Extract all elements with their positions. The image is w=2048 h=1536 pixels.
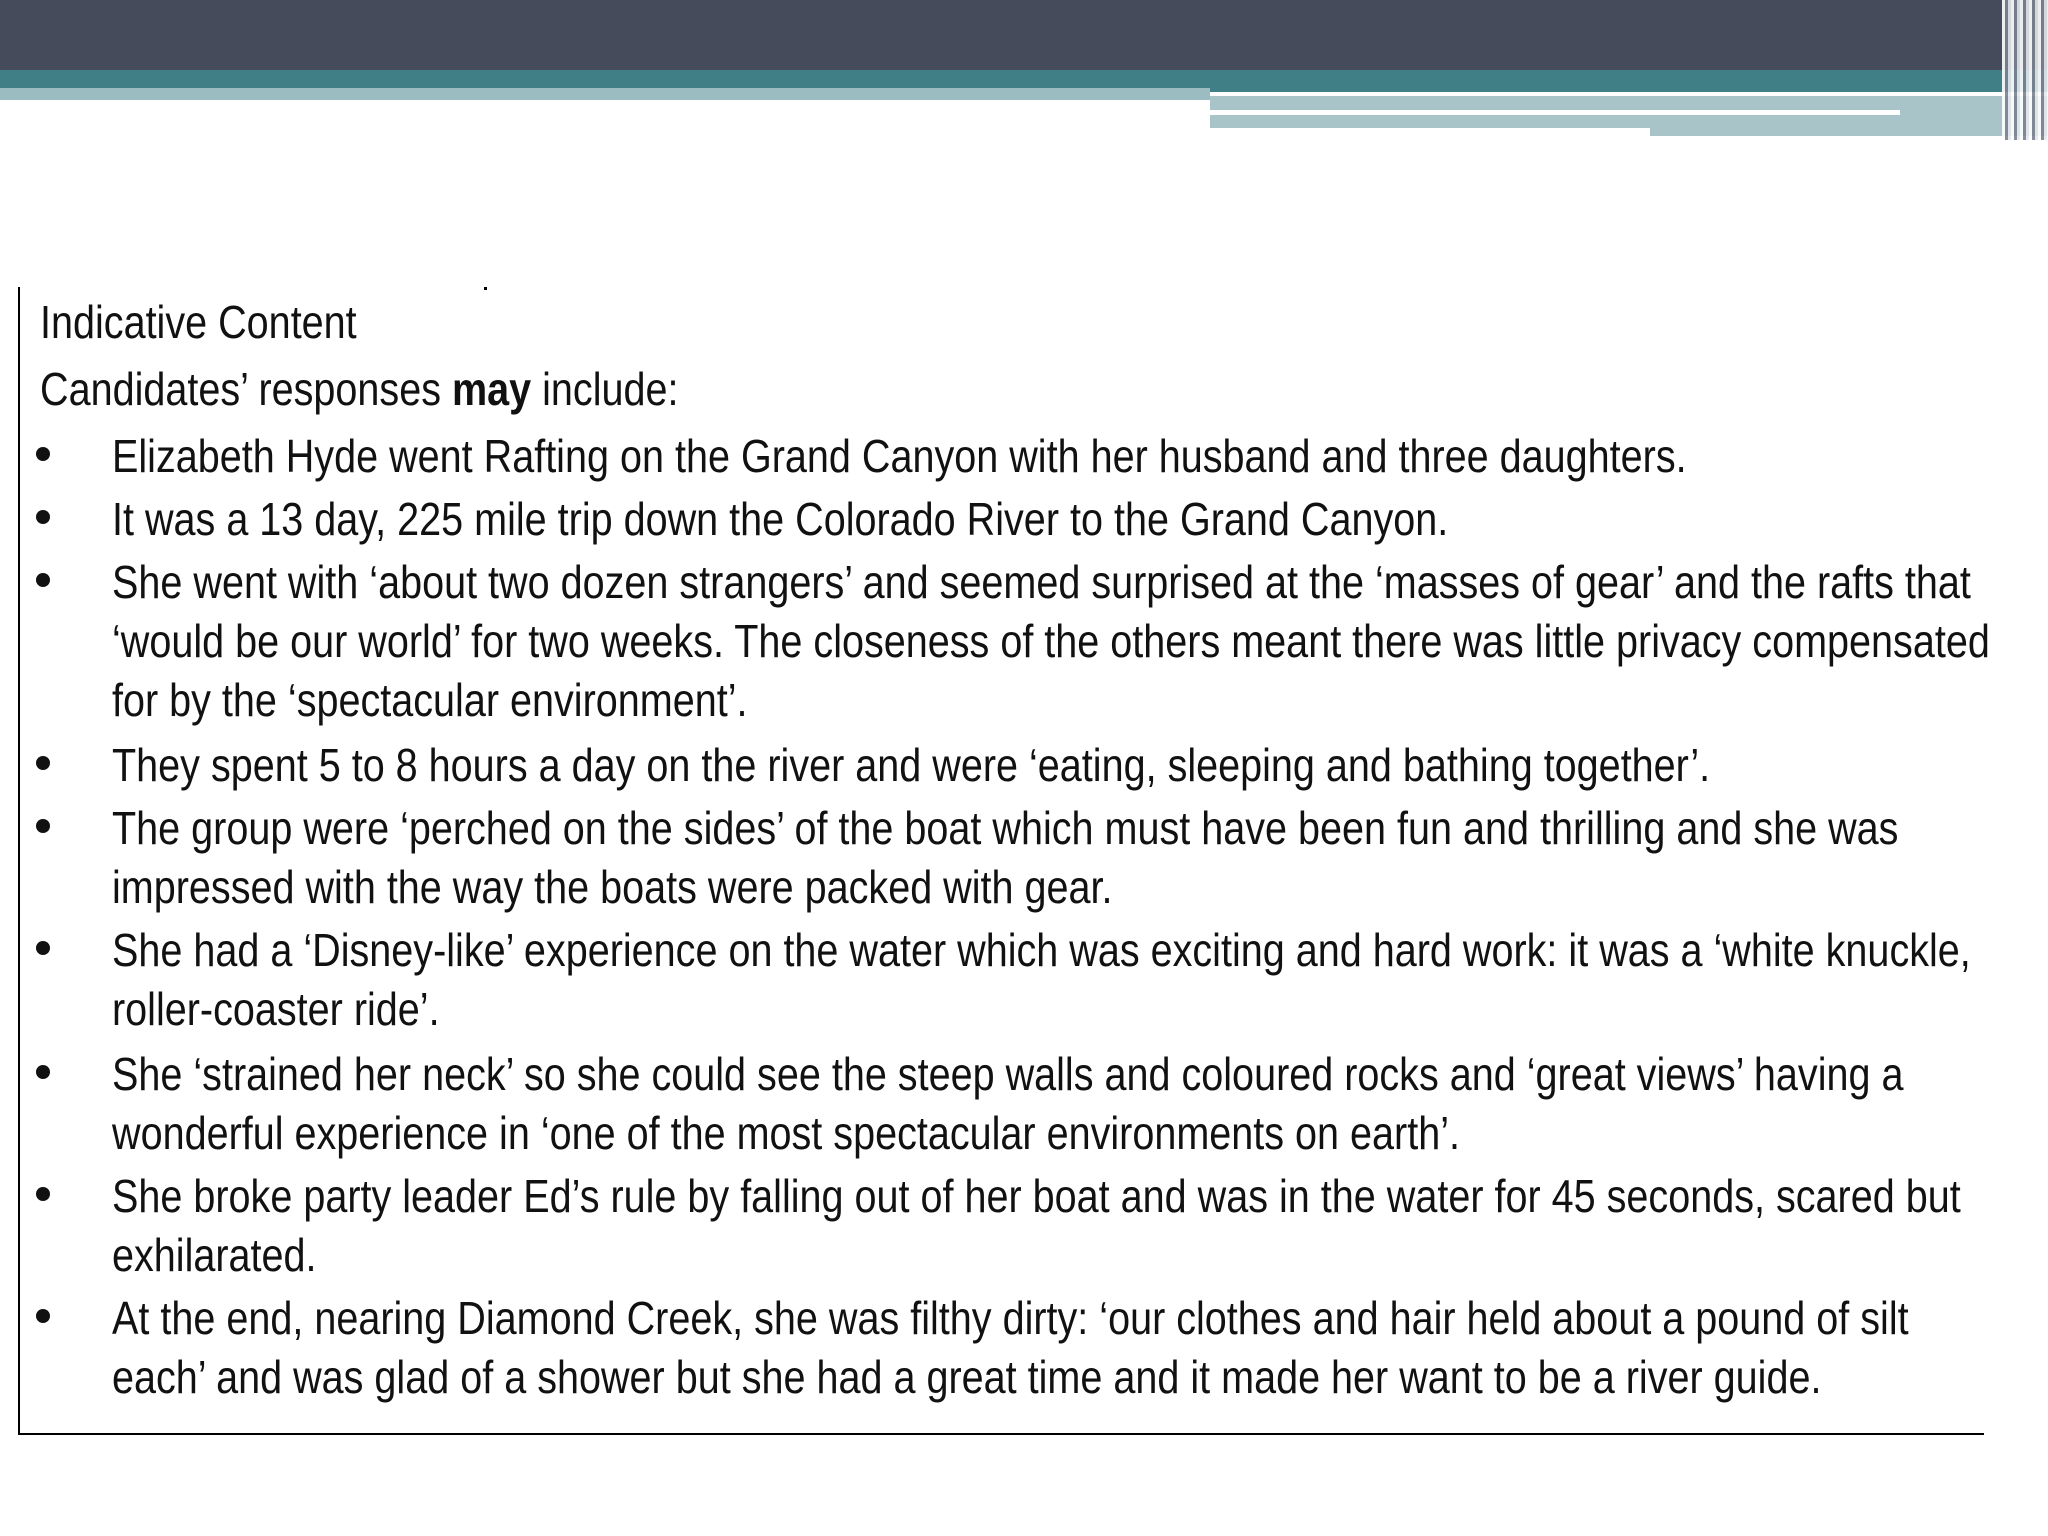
bullet-icon xyxy=(36,1187,50,1201)
bullet-icon xyxy=(36,819,50,833)
list-item xyxy=(20,427,1980,486)
header-band-dark xyxy=(0,0,2048,70)
intro-text-after: include: xyxy=(531,363,679,415)
list-item-text: At the end, nearing Diamond Creek, she was filthy dirty: ‘our clothes and hair held about a pound of silt each’ and was glad of a shower but she had a great time and it made her want to be a river guide. xyxy=(112,1292,1909,1403)
list-item-text: She broke party leader Ed’s rule by falling out of her boat and was in the water for 45 seconds, scared but exhilarated. xyxy=(112,1170,1961,1281)
bullet-icon xyxy=(36,1065,50,1079)
bullet-icon xyxy=(36,510,50,524)
intro-text-before: Candidates’ responses xyxy=(40,363,452,415)
list-item-text: They spent 5 to 8 hours a day on the river and were ‘eating, sleeping and bathing together’. xyxy=(112,739,1711,791)
intro-emphasis: may xyxy=(451,363,532,415)
list-item-text: She went with ‘about two dozen strangers’ and seemed surprised at the ‘masses of gear’ and the rafts that ‘would be our world’ for two weeks. The closeness of the others meant there was little privacy compensated for by the ‘spectacular environment’. xyxy=(112,556,1990,726)
list-item xyxy=(20,490,1980,549)
bullet-list xyxy=(20,427,1990,1407)
list-item xyxy=(20,1045,1980,1163)
header-band-light xyxy=(0,88,1210,100)
content-box xyxy=(18,287,1990,1435)
list-item-text: She ‘strained her neck’ so she could see the steep walls and coloured rocks and ‘great views’ having a wonderful experience in ‘one of the most spectacular environments on earth’. xyxy=(112,1048,1904,1159)
list-item xyxy=(20,1167,1980,1285)
section-heading: Indicative Content xyxy=(40,296,357,348)
header-divider-line xyxy=(1210,110,1900,115)
list-item xyxy=(20,553,1990,730)
header-stripes-decoration xyxy=(2002,0,2048,140)
list-item xyxy=(20,1289,1980,1407)
bullet-icon xyxy=(36,447,50,461)
list-item-text: Elizabeth Hyde went Rafting on the Grand Canyon with her husband and three daughters. xyxy=(112,430,1687,482)
header-divider-line-2 xyxy=(1210,128,1650,136)
bullet-icon xyxy=(36,573,50,587)
list-item-text: It was a 13 day, 225 mile trip down the Colorado River to the Grand Canyon. xyxy=(112,493,1449,545)
list-item-text: The group were ‘perched on the sides’ of the boat which must have been fun and thrilling and she was impressed with the way the boats were packed with gear. xyxy=(112,802,1899,913)
bullet-icon xyxy=(36,1309,50,1323)
intro-line xyxy=(40,362,679,416)
list-item xyxy=(20,799,1980,917)
bullet-icon xyxy=(36,756,50,770)
bullet-icon xyxy=(36,941,50,955)
list-item-text: She had a ‘Disney-like’ experience on the water which was exciting and hard work: it was a ‘white knuckle, roller-coaster ride’. xyxy=(112,924,1971,1035)
list-item xyxy=(20,736,1980,795)
list-item xyxy=(20,921,1980,1039)
